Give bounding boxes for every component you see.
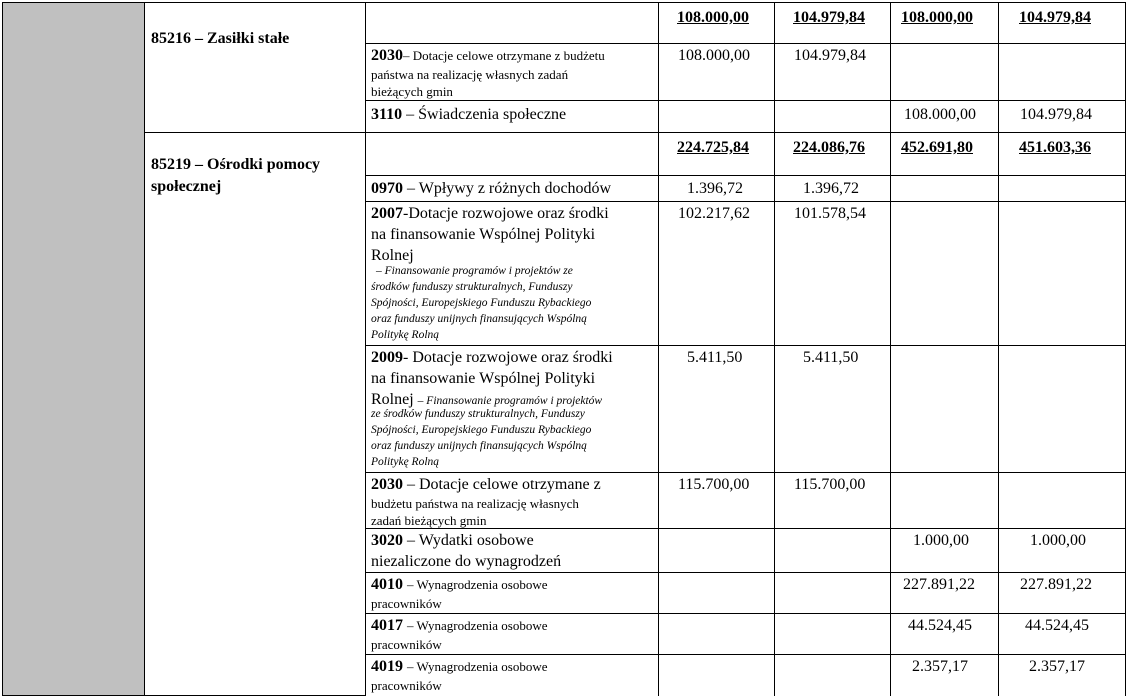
row-2009-value-2 [774, 345, 891, 473]
cell-value: 227.891,22 [903, 576, 975, 593]
row-text: -Dotacje rozwojowe oraz środki [403, 205, 609, 222]
row-2007-value-2 [774, 201, 891, 346]
cell-value: 5.411,50 [803, 349, 859, 366]
row-text: - Dotacje rozwojowe oraz środki [403, 349, 613, 366]
row-4010-value-4 [998, 572, 1126, 614]
row-2030b-description [365, 472, 659, 529]
section-85216-total-4 [998, 2, 1126, 44]
cell-value: 2.357,17 [1029, 658, 1085, 675]
section-85219-total-3 [890, 132, 999, 176]
total-value: 108.000,00 [677, 9, 749, 26]
row-4019-description [365, 654, 659, 696]
row-4010-value-2 [774, 572, 891, 614]
row-note: ze środków funduszy strukturalnych, Funduszy [371, 408, 585, 420]
row-text: – Wynagrodzenia osobowe [407, 577, 548, 592]
row-code: 4010 [371, 576, 403, 593]
row-note: – Finansowanie programów i projektów ze [376, 265, 573, 277]
row-2007-description [365, 201, 659, 346]
row-text: pracowników [371, 678, 442, 693]
row-0970-value-4 [998, 175, 1126, 202]
row-2007-value-4 [998, 201, 1126, 346]
row-4019-value-2 [774, 654, 891, 696]
section-title: 85216 – Zasiłki stałe [151, 30, 290, 47]
row-2009-value-1 [658, 345, 775, 473]
section-85216-total-1 [658, 2, 775, 44]
row-2007-value-3 [890, 201, 999, 346]
row-code: 0970 [371, 180, 403, 197]
row-3110-description [365, 100, 659, 133]
row-2030-description [365, 43, 659, 101]
row-4017-value-2 [774, 613, 891, 655]
row-4010-value-1 [658, 572, 775, 614]
row-note: – Finansowanie programów i projektów [417, 395, 603, 407]
row-4019-value-3 [890, 654, 999, 696]
row-text: pracowników [371, 637, 442, 652]
row-2030-value-4 [998, 43, 1126, 101]
row-0970-description [365, 175, 659, 202]
row-note: środków funduszy strukturalnych, Funduszy [371, 281, 573, 293]
cell-value: 1.000,00 [913, 532, 969, 549]
row-text: państwa na realizację własnych zadań [371, 67, 569, 82]
row-note: Politykę Rolną [371, 456, 440, 468]
row-text: Rolnej [371, 247, 414, 264]
row-2030-value-2 [774, 43, 891, 101]
row-4017-value-4 [998, 613, 1126, 655]
cell-value: 115.700,00 [678, 476, 750, 493]
row-code: 4019 [371, 658, 403, 675]
cell-value: 44.524,45 [1025, 617, 1089, 634]
row-0970-value-3 [890, 175, 999, 202]
section-85219-cell [144, 132, 366, 696]
row-4019-value-4 [998, 654, 1126, 696]
row-4017-value-3 [890, 613, 999, 655]
total-value: 108.000,00 [901, 9, 973, 26]
cell-value: 104.979,84 [794, 47, 866, 64]
cell-value: 101.578,54 [794, 205, 866, 222]
total-value: 224.086,76 [793, 139, 865, 156]
row-4010-description [365, 572, 659, 614]
section-title: 85219 – Ośrodki pomocy [151, 156, 321, 173]
row-note: Spójności, Europejskiego Funduszu Rybackiego [371, 297, 592, 309]
cell-value: 104.979,84 [1020, 106, 1092, 123]
row-text: – Wynagrodzenia osobowe [407, 618, 548, 633]
total-value: 104.979,84 [793, 9, 865, 26]
cell-value: 5.411,50 [687, 349, 743, 366]
row-3020-value-2 [774, 528, 891, 573]
section-85219-spacer [365, 132, 659, 176]
row-2030b-value-2 [774, 472, 891, 529]
row-text: niezaliczone do wynagrodzeń [371, 553, 562, 570]
row-text: bieżących gmin [371, 84, 453, 99]
row-note: Politykę Rolną [371, 329, 440, 341]
row-3020-value-4 [998, 528, 1126, 573]
cell-value: 115.700,00 [794, 476, 866, 493]
row-text: na finansowanie Wspólnej Polityki [371, 226, 596, 243]
row-2030b-value-3 [890, 472, 999, 529]
row-text: – Wydatki osobowe [407, 532, 534, 549]
total-value: 104.979,84 [1019, 9, 1091, 26]
section-85216-spacer [365, 2, 659, 44]
row-2030-value-3 [890, 43, 999, 101]
cell-value: 102.217,62 [678, 205, 750, 222]
row-code: 2007 [371, 205, 403, 222]
section-85219-total-1 [658, 132, 775, 176]
row-3020-value-1 [658, 528, 775, 573]
row-text: – Wpływy z różnych dochodów [407, 180, 612, 197]
cell-value: 1.000,00 [1030, 532, 1086, 549]
row-code: 2030 [371, 47, 403, 64]
row-note: oraz funduszy unijnych finansujących Wspólną [371, 440, 587, 452]
grey-margin-column [2, 2, 145, 696]
total-value: 452.691,80 [901, 139, 973, 156]
row-3020-value-3 [890, 528, 999, 573]
row-note: Spójności, Europejskiego Funduszu Rybackiego [371, 424, 592, 436]
row-code: 4017 [371, 617, 403, 634]
cell-value: 108.000,00 [678, 47, 750, 64]
section-85216-total-3 [890, 2, 999, 44]
row-text: budżetu państwa na realizację własnych [371, 496, 579, 511]
row-2030b-value-4 [998, 472, 1126, 529]
row-0970-value-1 [658, 175, 775, 202]
row-4017-description [365, 613, 659, 655]
total-value: 224.725,84 [677, 139, 749, 156]
row-3110-value-4 [998, 100, 1126, 133]
row-code: 3020 [371, 532, 403, 549]
section-title: społecznej [151, 178, 222, 195]
total-value: 451.603,36 [1019, 139, 1091, 156]
cell-value: 108.000,00 [904, 106, 976, 123]
section-85219-total-4 [998, 132, 1126, 176]
row-text: na finansowanie Wspólnej Polityki [371, 370, 596, 387]
row-text: pracowników [371, 596, 442, 611]
row-3110-value-1 [658, 100, 775, 133]
row-4010-value-3 [890, 572, 999, 614]
row-text: – Wynagrodzenia osobowe [407, 659, 548, 674]
row-text: zadań bieżących gmin [371, 513, 487, 528]
section-85216-total-2 [774, 2, 891, 44]
section-85216-cell [144, 2, 366, 133]
cell-value: 44.524,45 [908, 617, 972, 634]
row-code: 2009 [371, 349, 403, 366]
cell-value: 1.396,72 [803, 180, 859, 197]
row-note: oraz funduszy unijnych finansujących Wspólną [371, 313, 587, 325]
row-4019-value-1 [658, 654, 775, 696]
row-0970-value-2 [774, 175, 891, 202]
cell-value: 2.357,17 [912, 658, 968, 675]
row-2030b-value-1 [658, 472, 775, 529]
cell-value: 227.891,22 [1020, 576, 1092, 593]
row-3020-description [365, 528, 659, 573]
row-text: – Świadczenia społeczne [406, 106, 567, 123]
row-text: – Dotacje celowe otrzymane z budżetu [403, 48, 605, 63]
row-2009-value-3 [890, 345, 999, 473]
row-text: – Dotacje celowe otrzymane z [407, 476, 601, 493]
row-3110-value-3 [890, 100, 999, 133]
row-2007-value-1 [658, 201, 775, 346]
row-2009-value-4 [998, 345, 1126, 473]
row-2009-description [365, 345, 659, 473]
row-code: 3110 [371, 106, 403, 123]
row-code: 2030 [371, 476, 403, 493]
cell-value: 1.396,72 [687, 180, 743, 197]
row-3110-value-2 [774, 100, 891, 133]
row-text: Rolnej [371, 391, 414, 408]
section-85219-total-2 [774, 132, 891, 176]
row-4017-value-1 [658, 613, 775, 655]
row-2030-value-1 [658, 43, 775, 101]
